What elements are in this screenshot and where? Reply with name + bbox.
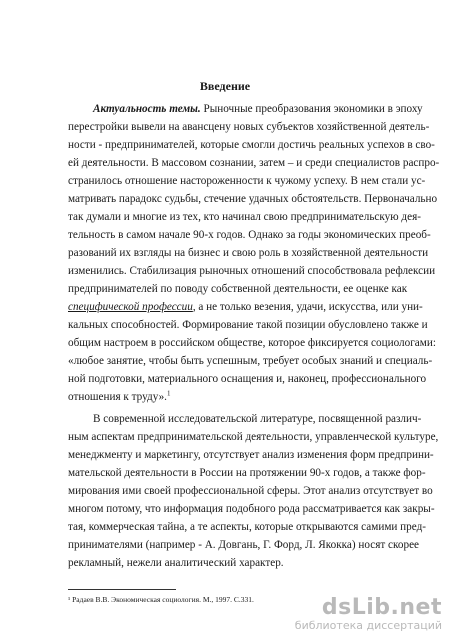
paragraph-line: общим настроем в российском обществе, которое фиксируется социологами: bbox=[68, 337, 436, 349]
page-heading: Введение bbox=[199, 79, 251, 93]
paragraph-line: многом потому, что информация подобного рода рассматривается как закры- bbox=[68, 503, 435, 515]
paragraph-line: рекламный, нежели аналитический характер. bbox=[68, 557, 284, 569]
paragraph-line: кальных способностей. Формирование такой позиции обусловлено также и bbox=[68, 319, 428, 331]
paragraph-line: тельность в самом начале 90-х годов. Однако за годы экономических преоб- bbox=[68, 229, 431, 241]
paragraph-line: матривать парадокс судьбы, стечение удачных обстоятельств. Первоначально bbox=[68, 193, 438, 205]
paragraph-line: изменились. Стабилизация рыночных отношений способствовала рефлексии bbox=[68, 265, 436, 277]
paragraph-line: ности - предпринимателей, которые смогли достичь реальных успехов в сво- bbox=[68, 139, 435, 151]
footnote-mark: 1 bbox=[166, 389, 171, 398]
line-text: , а не только везения, удачи, искусства, или уни- bbox=[192, 301, 423, 313]
footnote-text: ¹ Радаев В.В. Экономическая социология. М., 1997. С.331. bbox=[68, 595, 254, 604]
underlined-phrase: специфической профессии bbox=[68, 301, 193, 313]
paragraph-line: предпринимателей по поводу собственной деятельности, ее оценке как bbox=[68, 283, 408, 295]
paragraph-line: В современной исследовательской литературе, посвященной различ- bbox=[93, 413, 422, 425]
paragraph-line: разований их взгляды на бизнес и свою роль в хозяйственной деятельности bbox=[68, 247, 429, 259]
paragraph-line: ным аспектам предпринимательской деятельности, управленческой культуре, bbox=[68, 431, 439, 443]
paragraph-line: мирования ими своей профессиональной сферы. Этот анализ отсутствует во bbox=[68, 485, 433, 497]
lead-phrase: Актуальность темы. bbox=[93, 103, 201, 115]
line-text: Рыночные преобразования экономики в эпоху bbox=[200, 103, 423, 115]
paragraph-line: мательской деятельности в России на протяжении 90-х годов, а также фор- bbox=[68, 467, 426, 479]
watermark-brand: dsLib.net bbox=[321, 595, 442, 620]
footnote-divider bbox=[68, 589, 176, 590]
paragraph-line: тая, коммерческая тайна, а те аспекты, которые открываются самими пред- bbox=[68, 521, 426, 533]
paragraph-line bbox=[93, 102, 423, 116]
paragraph-line: «любое занятие, чтобы быть успешным, требует особых знаний и специаль- bbox=[68, 355, 433, 367]
paragraph-line: ной подготовки, материального оснащения и, наконец, профессионального bbox=[68, 373, 427, 385]
paragraph-line: ей деятельности. В массовом сознании, затем – и среди специалистов распро- bbox=[68, 157, 440, 169]
paragraph-line: странилось отношение настороженности к чужому успеху. В нем стали ус- bbox=[68, 175, 426, 187]
line-text: отношения к труду». bbox=[68, 391, 167, 403]
paragraph-line bbox=[68, 390, 402, 404]
paragraph-line: так думали и многие из тех, кто начинал свою предпринимательскую дея- bbox=[68, 211, 421, 223]
paragraph-line: принимателями (например - А. Довгань, Г. Форд, Л. Якокка) носят скорее bbox=[68, 539, 420, 551]
paragraph-line: менеджменту и маркетингу, отсутствует анализ изменения форм предприни- bbox=[68, 449, 434, 461]
paragraph-line bbox=[68, 300, 423, 314]
paragraph-line: перестройки вывели на авансцену новых субъектов хозяйственной деятель- bbox=[68, 121, 430, 133]
watermark bbox=[295, 597, 442, 632]
watermark-subtitle: библиотека диссертаций bbox=[294, 619, 442, 632]
